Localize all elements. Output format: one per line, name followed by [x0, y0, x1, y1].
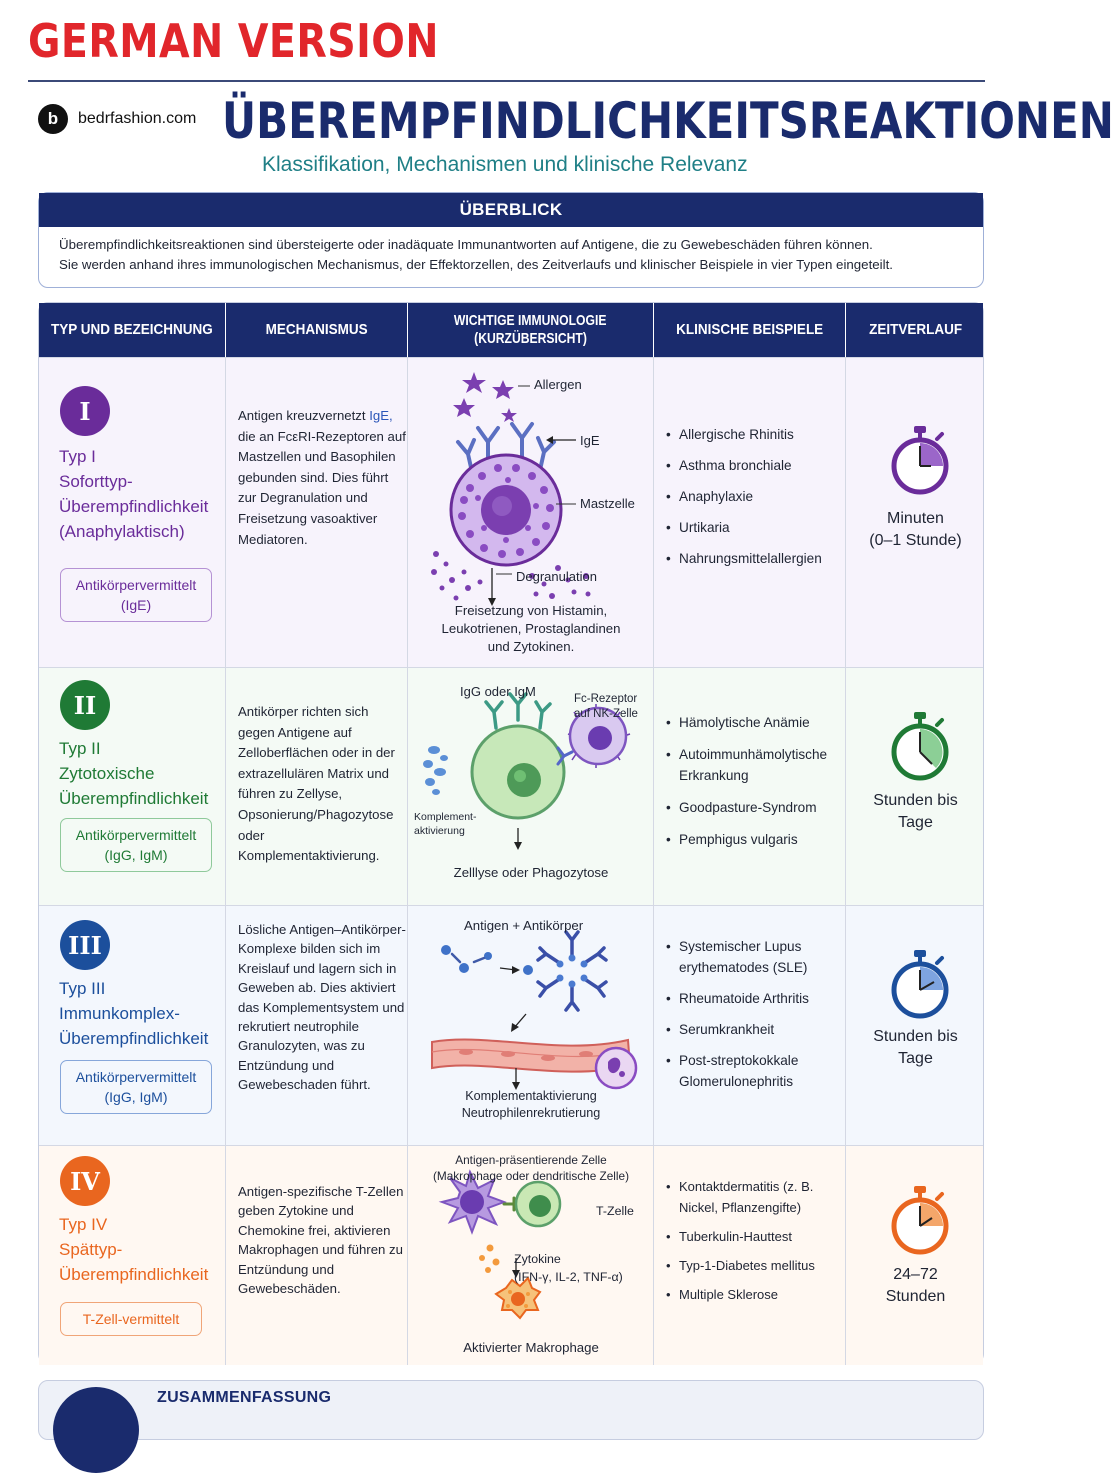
- list-item: • Typ-1-Diabetes mellitus: [666, 1255, 844, 1276]
- table-row-type-1: [39, 357, 983, 667]
- allergen-label: Allergen: [534, 377, 582, 392]
- ige-label: IgE: [580, 433, 600, 448]
- version-label: GERMAN VERSION: [28, 14, 439, 68]
- clinical-cell: [654, 1146, 846, 1365]
- header-timecourse: ZEITVERLAUF: [868, 321, 963, 338]
- list-item: • Allergische Rhinitis: [666, 424, 844, 445]
- clinical-cell: [654, 668, 846, 905]
- mechanism-text: Antigen kreuzvernetzt IgE, die an FcεRI-Rezeptoren auf Mastzellen und Basophilen gebunden sind. Dies führt zur Degranulation und Freisetzung vasoaktiver Mediatoren.: [238, 408, 406, 547]
- page-subtitle: Klassifikation, Mechanismen und klinische Relevanz: [262, 153, 748, 176]
- mechanism-cell: [226, 668, 408, 905]
- timecourse-text: Stunden bis Tage: [873, 792, 958, 831]
- brand[interactable]: [38, 104, 196, 134]
- type-name: Typ II Zytotoxische Überempfindlichkeit: [59, 739, 209, 808]
- type-numeral-badge: I: [60, 386, 110, 436]
- clinical-list: [666, 424, 844, 569]
- mechanism-text: Antikörper richten sich gegen Antigene auf Zelloberflächen oder in der extrazellulären Matrix und führen zu Zellyse, Opsonierung/Phagozytose oder Komplementaktivierung.: [238, 704, 395, 864]
- list-item: • Goodpasture-Syndrom: [666, 797, 844, 818]
- timecourse-cell: [846, 358, 985, 667]
- list-item: • Systemischer Lupus erythematodes (SLE): [666, 936, 844, 978]
- antigen-antibody-label: Antigen + Antikörper: [464, 918, 584, 933]
- list-item: • Nahrungsmittelallergien: [666, 548, 844, 569]
- list-item: • Rheumatoide Arthritis: [666, 988, 844, 1009]
- header-clinical: KLINISCHE BEISPIELE: [654, 303, 846, 357]
- mechanism-cell: [226, 1146, 408, 1365]
- illustration-caption: Aktivierter Makrophage: [463, 1340, 599, 1355]
- summary-emblem-icon: [53, 1387, 139, 1473]
- type-numeral-badge: II: [60, 680, 110, 730]
- stopwatch-icon: [890, 424, 950, 498]
- stopwatch-icon: [890, 710, 950, 784]
- brand-name[interactable]: bedrfashion.com: [78, 110, 197, 127]
- list-item: • Kontaktdermatitis (z. B. Nickel, Pflanzengifte): [666, 1176, 844, 1218]
- stopwatch-icon: [890, 1184, 950, 1258]
- list-item: • Asthma bronchiale: [666, 455, 844, 476]
- type-name: Typ I Soforttyp- Überempfindlichkeit (Anaphylaktisch): [59, 447, 209, 541]
- list-item: • Urtikaria: [666, 517, 844, 538]
- cytotoxic-illustration: [408, 668, 654, 906]
- mechanism-text: Antigen-spezifische T-Zellen geben Zytokine und Chemokine frei, aktivieren Makrophagen und führen zu Entzündung und Gewebeschäden.: [238, 1184, 404, 1297]
- list-item: • Pemphigus vulgaris: [666, 829, 844, 850]
- list-item: • Hämolytische Anämie: [666, 712, 844, 733]
- hypersensitivity-table: [38, 302, 984, 1364]
- overview-text: [39, 227, 983, 275]
- timecourse-text: Minuten (0–1 Stunde): [869, 510, 962, 549]
- mediation-badge: Antikörpervermittelt (IgG, IgM): [60, 1060, 212, 1114]
- mast-cell-illustration: [408, 358, 654, 668]
- type-name: Typ III Immunkomplex- Überempfindlichkeit: [59, 979, 209, 1048]
- immunology-cell: [408, 668, 654, 905]
- illustration-caption: Zelllyse oder Phagozytose: [453, 865, 609, 880]
- mediation-badge: Antikörpervermittelt (IgG, IgM): [60, 818, 212, 872]
- top-divider: [28, 80, 985, 82]
- immunology-cell: [408, 1146, 654, 1365]
- mediation-badge: Antikörpervermittelt (IgE): [60, 568, 212, 622]
- list-item: • Post-streptokokkale Glomerulonephritis: [666, 1050, 844, 1092]
- page-title: ÜBEREMPFINDLICHKEITSREAKTIONEN: [222, 92, 1114, 150]
- overview-heading: ÜBERBLICK: [39, 193, 983, 227]
- type-cell: [39, 906, 226, 1145]
- apc-label: Antigen-präsentierende Zelle (Makrophage oder dendritische Zelle): [432, 1153, 630, 1183]
- list-item: • Multiple Sklerose: [666, 1284, 844, 1305]
- fc-receptor-label: Fc-Rezeptor auf NK-Zelle: [574, 693, 638, 720]
- summary-section: [38, 1380, 984, 1440]
- type-numeral-badge: III: [60, 920, 110, 970]
- stopwatch-icon: [890, 948, 950, 1022]
- header-immunology: WICHTIGE IMMUNOLOGIE (KURZÜBERSICHT): [408, 303, 654, 357]
- list-item: • Anaphylaxie: [666, 486, 844, 507]
- illustration-caption: Freisetzung von Histamin, Leukotrienen, Prostaglandinen und Zytokinen.: [441, 603, 621, 654]
- mechanism-cell: [226, 906, 408, 1145]
- list-item: • Serumkrankheit: [666, 1019, 844, 1040]
- mediation-badge: T-Zell-vermittelt: [60, 1302, 202, 1336]
- clinical-cell: [654, 906, 846, 1145]
- immunology-cell: [408, 906, 654, 1145]
- table-row-type-3: [39, 905, 983, 1145]
- illustration-caption: Komplementaktivierung Neutrophilenrekrutierung: [461, 1089, 601, 1120]
- type-cell: [39, 668, 226, 905]
- list-item: • Autoimmunhämolytische Erkrankung: [666, 744, 844, 786]
- overview-line-1: Überempfindlichkeitsreaktionen sind übersteigerte oder inadäquate Immunantworten auf Antigene, die zu Gewebeschäden führen können.: [59, 237, 873, 252]
- immunology-cell: [408, 358, 654, 667]
- timecourse-cell: [846, 906, 985, 1145]
- header-type: TYP UND BEZEICHNUNG: [39, 303, 226, 357]
- clinical-list: [666, 936, 844, 1092]
- clinical-cell: [654, 358, 846, 667]
- type-name: Typ IV Spättyp- Überempfindlichkeit: [59, 1215, 209, 1284]
- timecourse-cell: [846, 1146, 985, 1365]
- table-header: [39, 303, 983, 357]
- table-row-type-2: [39, 667, 983, 905]
- timecourse-cell: [846, 668, 985, 905]
- timecourse-text: 24–72 Stunden: [885, 1266, 946, 1305]
- overview-line-2: Sie werden anhand ihres immunologischen Mechanismus, der Effektorzellen, des Zeitverlaufs und klinischer Beispiele in vier Typen eingeteilt.: [59, 257, 893, 272]
- list-item: • Tuberkulin-Hauttest: [666, 1226, 844, 1247]
- type-cell: [39, 1146, 226, 1365]
- immune-complex-illustration: [408, 906, 654, 1146]
- header-mechanism: MECHANISMUS: [226, 303, 408, 357]
- degranulation-label: Degranulation: [516, 569, 597, 584]
- clinical-list: [666, 1176, 844, 1305]
- table-row-type-4: [39, 1145, 983, 1365]
- t-cell-illustration: [408, 1146, 654, 1366]
- cytokine-label: Zytokine (IFN-γ, IL-2, TNF-α): [514, 1252, 623, 1284]
- summary-heading: ZUSAMMENFASSUNG: [157, 1389, 332, 1406]
- complement-label: Komplement- aktivierung: [414, 811, 477, 837]
- mast-cell-label: Mastzelle: [580, 496, 635, 511]
- type-cell: [39, 358, 226, 667]
- overview-box: [38, 192, 984, 288]
- mechanism-cell: [226, 358, 408, 667]
- brand-logo-icon: b: [38, 104, 68, 134]
- t-cell-label: T-Zelle: [596, 1204, 634, 1218]
- antibody-label: IgG oder IgM: [460, 684, 536, 699]
- clinical-list: [666, 712, 844, 850]
- mechanism-text: Lösliche Antigen–Antikörper-Komplexe bilden sich im Kreislauf und lagern sich in Geweben ab. Dies aktiviert das Komplementsystem und rekrutiert neutrophile Granulozyten, was zu Entzündung und Gewebeschaden führt.: [238, 922, 406, 1093]
- type-numeral-badge: IV: [60, 1156, 110, 1206]
- timecourse-text: Stunden bis Tage: [873, 1028, 958, 1067]
